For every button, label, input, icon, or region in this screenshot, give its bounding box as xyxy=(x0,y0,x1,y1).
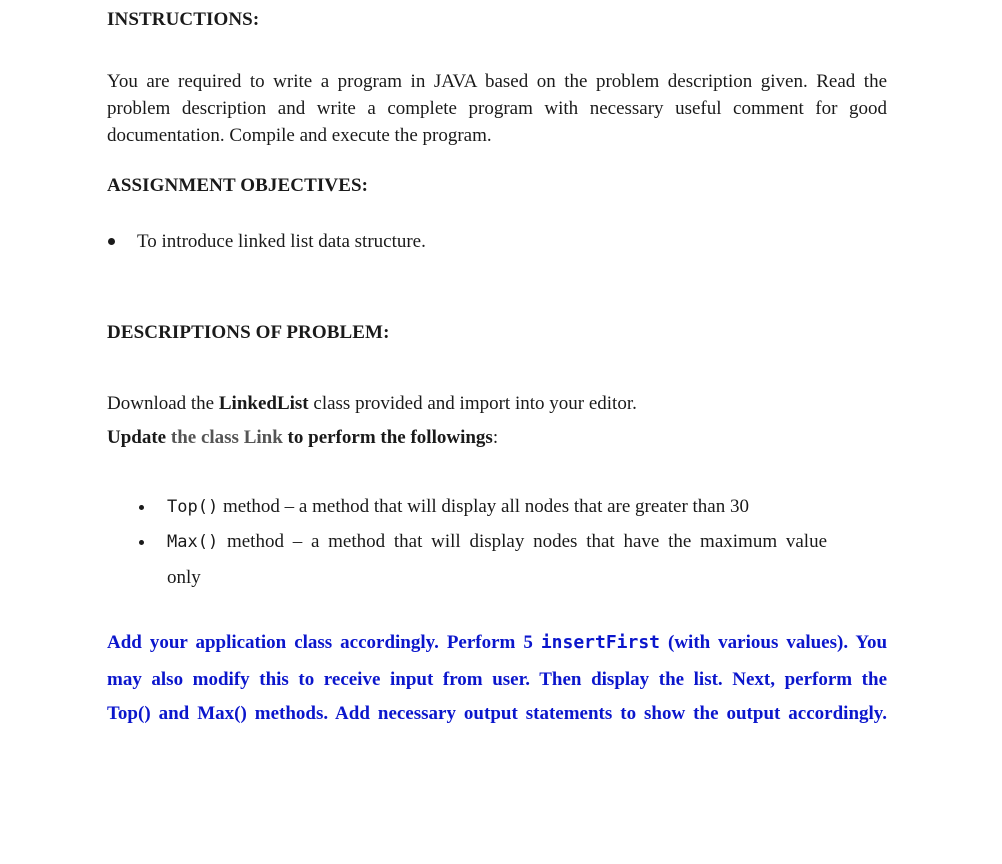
application-line-1-post: (with various values). You xyxy=(660,632,888,653)
instructions-heading: INSTRUCTIONS: xyxy=(107,9,260,30)
application-line-1 xyxy=(107,632,887,654)
link-class-name: Link xyxy=(243,427,283,448)
problem-heading: DESCRIPTIONS OF PROBLEM: xyxy=(107,322,390,343)
objective-item: To introduce linked list data structure. xyxy=(137,231,426,252)
update-line-part4: to perform the followings xyxy=(282,427,493,448)
max-method-continuation: only xyxy=(167,567,201,588)
bullet-icon xyxy=(139,505,144,510)
insertfirst-code: insertFirst xyxy=(540,632,661,653)
download-line-post: class provided and import into your editor. xyxy=(308,393,637,414)
top-method-text: method – a method that will display all nodes that are greater than 30 xyxy=(218,496,749,517)
update-line-part5: : xyxy=(492,427,499,448)
update-line xyxy=(107,424,498,451)
application-line-2: may also modify this to receive input from user. Then display the list. Next, perform the xyxy=(107,669,887,690)
top-method-code: Top() xyxy=(167,497,219,517)
update-line-part2: the class xyxy=(170,427,244,448)
download-line xyxy=(107,390,637,417)
application-line-3: Top() and Max() methods. Add necessary output statements to show the output accordingly. xyxy=(107,703,887,724)
objectives-heading: ASSIGNMENT OBJECTIVES: xyxy=(107,175,369,196)
method-item-top xyxy=(167,493,749,521)
instructions-paragraph: You are required to write a program in JAVA based on the problem description given. Read the problem description and write a complete program with necessary useful comment for good documentation. Compile and execute the program. xyxy=(107,71,887,146)
update-line-part1: Update xyxy=(107,427,171,448)
linkedlist-class-name: LinkedList xyxy=(218,393,309,414)
bullet-icon xyxy=(108,238,115,245)
application-line-1-pre: Add your application class accordingly. Perform 5 xyxy=(107,632,541,653)
bullet-icon xyxy=(139,540,144,545)
max-method-text: method – a method that will display nodes that have the maximum value xyxy=(218,531,827,552)
download-line-pre: Download the xyxy=(107,393,219,414)
method-item-max xyxy=(167,528,827,556)
max-method-code: Max() xyxy=(167,532,219,552)
